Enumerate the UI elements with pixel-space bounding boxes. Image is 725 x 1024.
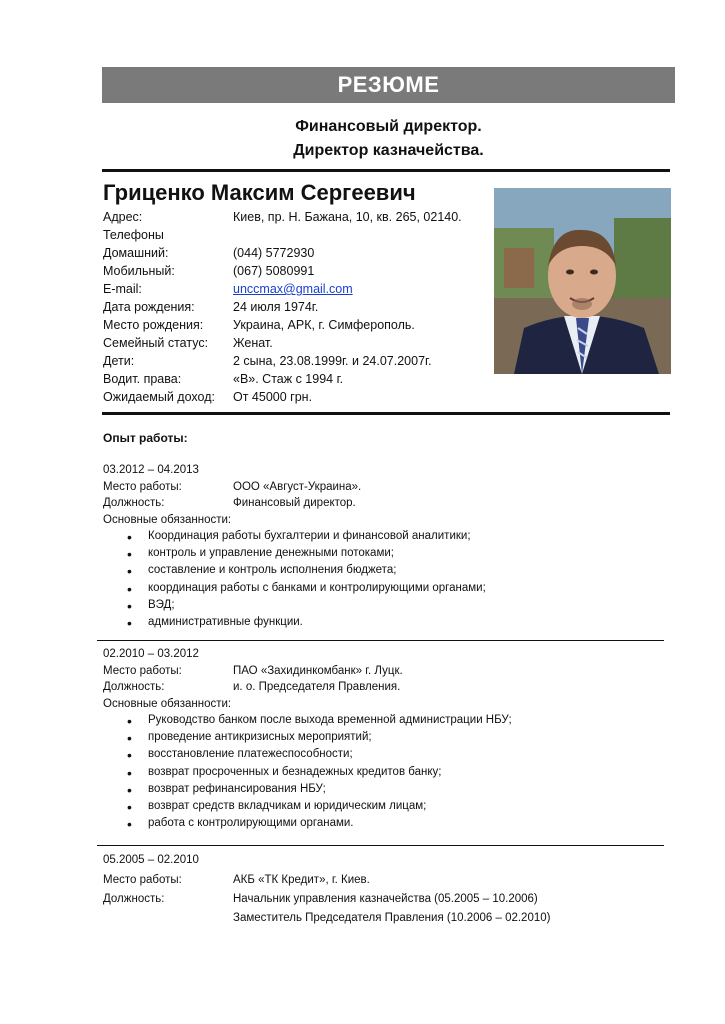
- job-1-duties-label: Основные обязанности:: [103, 514, 232, 526]
- duty-text: работа с контролирующими органами.: [148, 817, 354, 830]
- personal-label: Дата рождения:: [103, 300, 195, 314]
- personal-value: 24 июля 1974г.: [233, 300, 319, 314]
- duty-text: ВЭД;: [148, 598, 175, 611]
- personal-value: 2 сына, 23.08.1999г. и 24.07.2007г.: [233, 354, 432, 368]
- job-title-2: Директор казначейства.: [293, 142, 484, 159]
- job-1-place-label: Место работы:: [103, 481, 182, 493]
- personal-label: Место рождения:: [103, 318, 204, 332]
- personal-label: Телефоны: [103, 228, 164, 242]
- duty-item: [128, 599, 175, 611]
- duty-text: возврат просроченных и безнадежных кредитов банку;: [148, 765, 442, 778]
- duty-text: контроль и управление денежными потоками;: [148, 547, 394, 560]
- job-2-place-label: Место работы:: [103, 665, 182, 677]
- duty-text: координация работы с банками и контролирующими органами;: [148, 581, 486, 594]
- profile-photo: [494, 188, 671, 374]
- divider-top: [102, 169, 670, 172]
- personal-value: (044) 5772930: [233, 246, 315, 260]
- personal-value: Женат.: [233, 336, 273, 350]
- personal-label: Дети:: [103, 354, 135, 368]
- duty-item: [128, 783, 326, 795]
- duty-item: [128, 748, 353, 760]
- personal-label: Семейный статус:: [103, 336, 209, 350]
- duty-item: [128, 766, 441, 778]
- job-2-period: 02.2010 – 03.2012: [103, 648, 199, 660]
- job-2-position-label: Должность:: [103, 681, 165, 693]
- job-2-duties-label: Основные обязанности:: [103, 698, 232, 710]
- duty-text: Руководство банком после выхода временной администрации НБУ;: [148, 714, 512, 726]
- duty-item: [128, 731, 372, 743]
- job-3-position-2: Заместитель Председателя Правления (10.2006 – 02.2010): [233, 912, 551, 924]
- job-3-period: 05.2005 – 02.2010: [103, 854, 199, 866]
- personal-value: (067) 5080991: [233, 264, 315, 278]
- duty-item: [128, 800, 426, 812]
- job-1-place: ООО «Август-Украина».: [233, 481, 362, 493]
- job-3-place: АКБ «ТК Кредит», г. Киев.: [233, 874, 370, 886]
- job-2-position: и. о. Председателя Правления.: [233, 681, 401, 693]
- personal-label: Мобильный:: [103, 264, 175, 278]
- personal-value: Киев, пр. Н. Бажана, 10, кв. 265, 02140.: [233, 210, 462, 224]
- personal-label: Адрес:: [103, 210, 143, 224]
- personal-label: E-mail:: [103, 282, 142, 296]
- job-3-position-1: Начальник управления казначейства (05.2005 – 10.2006): [233, 893, 538, 905]
- duty-text: возврат средств вкладчикам и юридическим лицам;: [148, 800, 427, 812]
- duty-item: [128, 582, 486, 594]
- resume-banner: РЕЗЮМЕ: [102, 67, 675, 103]
- duty-text: проведение антикризисных мероприятий;: [148, 731, 372, 744]
- job-3-position-label: Должность:: [103, 893, 165, 905]
- personal-value: Украина, АРК, г. Симферополь.: [233, 318, 415, 332]
- job-2-place: ПАО «Захидинкомбанк» г. Луцк.: [233, 665, 403, 677]
- duty-item: [128, 530, 471, 542]
- duty-item: [128, 547, 394, 559]
- personal-value: «В». Стаж с 1994 г.: [233, 372, 344, 386]
- divider-personal: [102, 412, 670, 415]
- duty-text: составление и контроль исполнения бюджета;: [148, 564, 397, 577]
- duty-text: возврат рефинансирования НБУ;: [148, 782, 326, 795]
- divider-job-1: [97, 640, 664, 641]
- duty-item: [128, 817, 354, 829]
- full-name: Гриценко Максим Сергеевич: [103, 180, 416, 205]
- personal-label: Ожидаемый доход:: [103, 390, 215, 404]
- duty-item: [128, 616, 303, 628]
- duty-text: восстановление платежеспособности;: [148, 748, 353, 761]
- personal-value: От 45000 грн.: [233, 390, 313, 404]
- duty-item: [128, 564, 396, 576]
- duty-item: [128, 714, 512, 726]
- duty-text: административные функции.: [148, 616, 303, 628]
- job-1-position-label: Должность:: [103, 497, 165, 509]
- email-link[interactable]: unccmax@gmail.com: [233, 282, 353, 296]
- duty-text: Координация работы бухгалтерии и финансовой аналитики;: [148, 530, 471, 542]
- job-3-place-label: Место работы:: [103, 874, 182, 886]
- personal-label: Водит. права:: [103, 372, 182, 386]
- job-1-position: Финансовый директор.: [233, 497, 356, 509]
- personal-label: Домашний:: [103, 246, 169, 260]
- divider-job-2: [97, 845, 664, 846]
- job-title-1: Финансовый директор.: [295, 118, 482, 135]
- job-1-period: 03.2012 – 04.2013: [103, 464, 199, 476]
- experience-heading: Опыт работы:: [103, 431, 188, 445]
